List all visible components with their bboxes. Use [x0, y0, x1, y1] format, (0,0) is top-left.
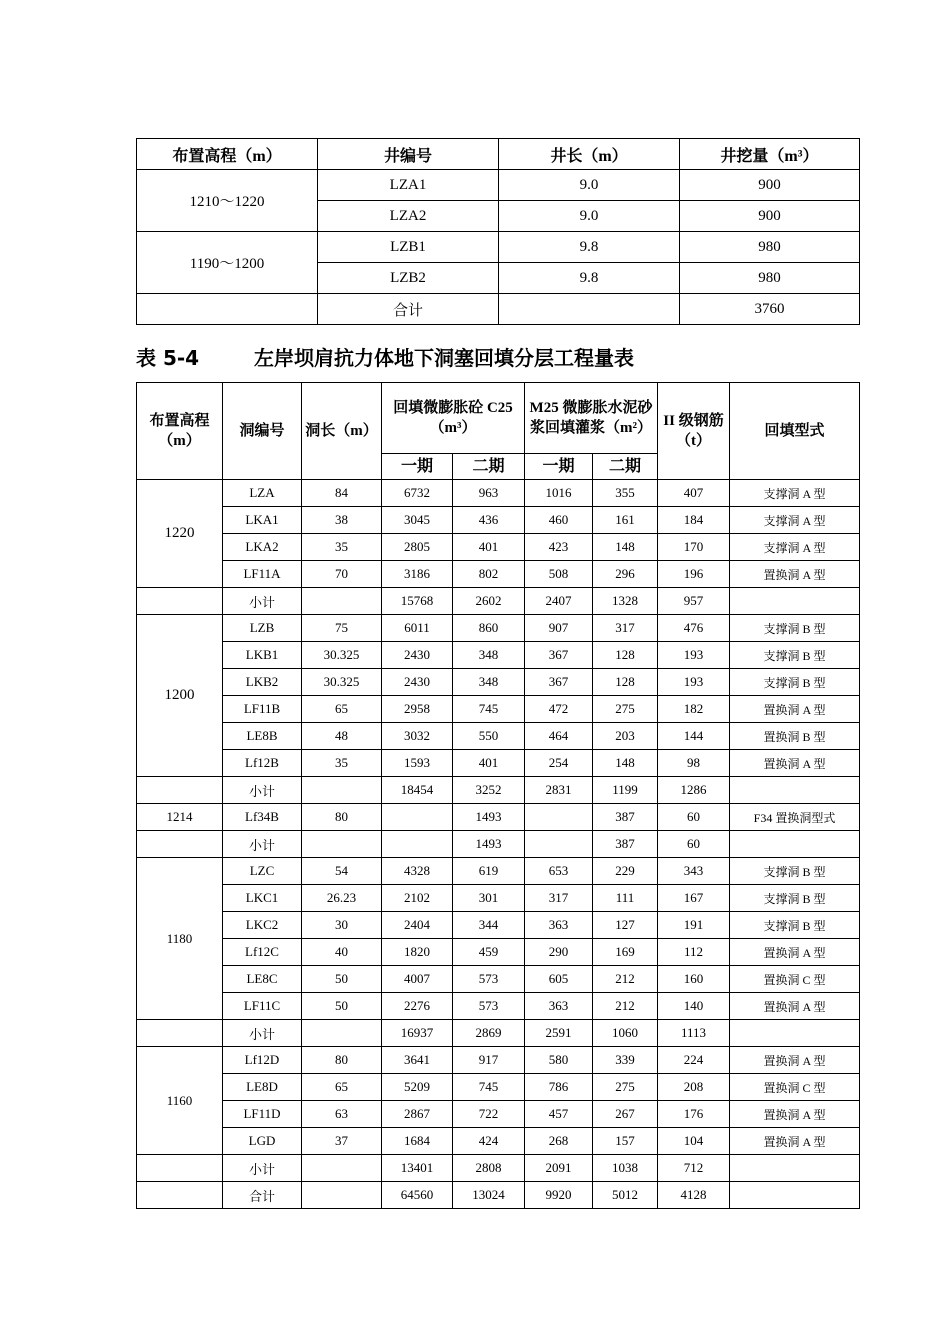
table-row: [137, 534, 860, 561]
backfill-style-cell: 置换洞 C 型: [730, 1074, 860, 1101]
tunnel-code-cell: LKA1: [223, 507, 302, 534]
mortar-phase2-cell: 169: [593, 939, 658, 966]
concrete-phase1-cell: 2805: [382, 534, 453, 561]
steel-cell: 191: [658, 912, 730, 939]
concrete-phase2-cell: 3252: [453, 777, 525, 804]
steel-cell: 60: [658, 804, 730, 831]
shaft-length-cell: 9.8: [499, 263, 680, 294]
shaft-length-cell: 9.0: [499, 170, 680, 201]
backfill-quantity-table: [136, 382, 860, 1209]
mortar-phase1-cell: 2091: [525, 1155, 593, 1182]
tunnel-length-cell: 35: [302, 750, 382, 777]
caption-number: 表 5-4: [136, 346, 200, 370]
header-excavation: 井挖量（m³）: [680, 139, 860, 170]
mortar-phase2-cell: 111: [593, 885, 658, 912]
tunnel-code-cell: Lf12B: [223, 750, 302, 777]
empty-cell: [137, 1182, 223, 1209]
mortar-phase1-cell: 460: [525, 507, 593, 534]
tunnel-length-cell: 30: [302, 912, 382, 939]
excavation-cell: 900: [680, 170, 860, 201]
header-mortar-phase2: 二期: [593, 454, 658, 480]
mortar-phase2-cell: 387: [593, 831, 658, 858]
backfill-style-cell: 置换洞 A 型: [730, 1047, 860, 1074]
subtotal-row: [137, 588, 860, 615]
table-row: [137, 669, 860, 696]
total-label: 合计: [223, 1182, 302, 1209]
subtotal-label: 小计: [223, 1155, 302, 1182]
steel-cell: 167: [658, 885, 730, 912]
concrete-phase1-cell: 2276: [382, 993, 453, 1020]
mortar-phase2-cell: 212: [593, 966, 658, 993]
table-row: [137, 1047, 860, 1074]
concrete-phase2-cell: 13024: [453, 1182, 525, 1209]
subtotal-row: [137, 831, 860, 858]
table-row: [137, 885, 860, 912]
empty-cell: [137, 1155, 223, 1182]
mortar-phase2-cell: 267: [593, 1101, 658, 1128]
backfill-style-cell: 支撑洞 B 型: [730, 615, 860, 642]
backfill-style-cell: [730, 1155, 860, 1182]
concrete-phase1-cell: 13401: [382, 1155, 453, 1182]
mortar-phase1-cell: 786: [525, 1074, 593, 1101]
concrete-phase1-cell: 18454: [382, 777, 453, 804]
mortar-phase1-cell: 9920: [525, 1182, 593, 1209]
total-row: [137, 294, 860, 325]
empty-cell: [137, 777, 223, 804]
subtotal-row: [137, 1020, 860, 1047]
backfill-style-cell: 置换洞 A 型: [730, 696, 860, 723]
tunnel-code-cell: LE8D: [223, 1074, 302, 1101]
mortar-phase2-cell: 387: [593, 804, 658, 831]
concrete-phase1-cell: 15768: [382, 588, 453, 615]
concrete-phase1-cell: 3045: [382, 507, 453, 534]
elevation-cell: 1214: [137, 804, 223, 831]
subtotal-row: [137, 777, 860, 804]
backfill-style-cell: 支撑洞 B 型: [730, 885, 860, 912]
header-shaft-code: 井编号: [318, 139, 499, 170]
header-mortar-phase1: 一期: [525, 454, 593, 480]
concrete-phase1-cell: 2430: [382, 642, 453, 669]
mortar-phase2-cell: 355: [593, 480, 658, 507]
backfill-style-cell: F34 置换洞型式: [730, 804, 860, 831]
mortar-phase1-cell: 254: [525, 750, 593, 777]
backfill-style-cell: 支撑洞 A 型: [730, 507, 860, 534]
concrete-phase1-cell: 2404: [382, 912, 453, 939]
tunnel-length-cell: 80: [302, 1047, 382, 1074]
tunnel-code-cell: LKB1: [223, 642, 302, 669]
tunnel-code-cell: LF11C: [223, 993, 302, 1020]
backfill-style-cell: [730, 777, 860, 804]
header-concrete-phase2: 二期: [453, 454, 525, 480]
backfill-style-cell: 置换洞 C 型: [730, 966, 860, 993]
steel-cell: 112: [658, 939, 730, 966]
backfill-style-cell: 支撑洞 A 型: [730, 480, 860, 507]
concrete-phase2-cell: 573: [453, 966, 525, 993]
tunnel-code-cell: LE8B: [223, 723, 302, 750]
tunnel-length-cell: 30.325: [302, 642, 382, 669]
steel-cell: 193: [658, 642, 730, 669]
mortar-phase1-cell: 1016: [525, 480, 593, 507]
concrete-phase1-cell: 5209: [382, 1074, 453, 1101]
table-row: [137, 966, 860, 993]
subtotal-label: 小计: [223, 831, 302, 858]
mortar-phase1-cell: [525, 804, 593, 831]
steel-cell: 224: [658, 1047, 730, 1074]
mortar-phase2-cell: 128: [593, 642, 658, 669]
elevation-cell: 1210～1220: [137, 170, 318, 232]
concrete-phase1-cell: 3186: [382, 561, 453, 588]
concrete-phase1-cell: 1820: [382, 939, 453, 966]
mortar-phase2-cell: 203: [593, 723, 658, 750]
concrete-phase2-cell: 424: [453, 1128, 525, 1155]
concrete-phase1-cell: 4328: [382, 858, 453, 885]
tunnel-code-cell: LF11B: [223, 696, 302, 723]
table-row: [137, 1074, 860, 1101]
concrete-phase1-cell: 1593: [382, 750, 453, 777]
excavation-cell: 980: [680, 232, 860, 263]
concrete-phase1-cell: [382, 804, 453, 831]
table-row: [137, 507, 860, 534]
header-tunnel-code: 洞编号: [223, 383, 302, 480]
mortar-phase2-cell: 296: [593, 561, 658, 588]
table-header-row: [137, 139, 860, 170]
total-row: [137, 1182, 860, 1209]
backfill-style-cell: 支撑洞 B 型: [730, 858, 860, 885]
concrete-phase2-cell: 860: [453, 615, 525, 642]
mortar-phase2-cell: 275: [593, 1074, 658, 1101]
table-row: [137, 750, 860, 777]
mortar-phase2-cell: 127: [593, 912, 658, 939]
steel-cell: 208: [658, 1074, 730, 1101]
mortar-phase2-cell: 148: [593, 750, 658, 777]
steel-cell: 144: [658, 723, 730, 750]
shaft-code-cell: LZA2: [318, 201, 499, 232]
tunnel-code-cell: LE8C: [223, 966, 302, 993]
table-row: [137, 1101, 860, 1128]
shaft-code-cell: LZB2: [318, 263, 499, 294]
tunnel-length-cell: [302, 1020, 382, 1047]
table-caption: [136, 342, 634, 371]
elevation-cell: 1190～1200: [137, 232, 318, 294]
steel-cell: 170: [658, 534, 730, 561]
backfill-style-cell: 置换洞 A 型: [730, 750, 860, 777]
backfill-style-cell: [730, 1020, 860, 1047]
concrete-phase1-cell: 1684: [382, 1128, 453, 1155]
tunnel-length-cell: [302, 777, 382, 804]
mortar-phase2-cell: 317: [593, 615, 658, 642]
backfill-style-cell: 支撑洞 B 型: [730, 642, 860, 669]
concrete-phase1-cell: [382, 831, 453, 858]
tunnel-length-cell: 65: [302, 1074, 382, 1101]
concrete-phase1-cell: 4007: [382, 966, 453, 993]
tunnel-length-cell: 26.23: [302, 885, 382, 912]
tunnel-length-cell: [302, 1155, 382, 1182]
tunnel-code-cell: LKC2: [223, 912, 302, 939]
tunnel-length-cell: 40: [302, 939, 382, 966]
backfill-style-cell: [730, 1182, 860, 1209]
concrete-phase2-cell: 401: [453, 750, 525, 777]
excavation-cell: 980: [680, 263, 860, 294]
steel-cell: 98: [658, 750, 730, 777]
shaft-code-cell: LZB1: [318, 232, 499, 263]
mortar-phase2-cell: 161: [593, 507, 658, 534]
mortar-phase2-cell: 148: [593, 534, 658, 561]
tunnel-length-cell: 30.325: [302, 669, 382, 696]
concrete-phase2-cell: 401: [453, 534, 525, 561]
tunnel-length-cell: 35: [302, 534, 382, 561]
table-row: [137, 615, 860, 642]
header-elevation: 布置高程（m）: [137, 383, 223, 480]
mortar-phase1-cell: 268: [525, 1128, 593, 1155]
concrete-phase2-cell: 459: [453, 939, 525, 966]
concrete-phase2-cell: 745: [453, 696, 525, 723]
tunnel-code-cell: LZC: [223, 858, 302, 885]
mortar-phase2-cell: 5012: [593, 1182, 658, 1209]
tunnel-length-cell: 75: [302, 615, 382, 642]
steel-cell: 957: [658, 588, 730, 615]
concrete-phase1-cell: 3032: [382, 723, 453, 750]
steel-cell: 196: [658, 561, 730, 588]
concrete-phase1-cell: 3641: [382, 1047, 453, 1074]
concrete-phase2-cell: 436: [453, 507, 525, 534]
backfill-style-cell: [730, 588, 860, 615]
tunnel-code-cell: LZA: [223, 480, 302, 507]
empty-cell: [137, 588, 223, 615]
total-label: 合计: [318, 294, 499, 325]
table-row: [137, 1128, 860, 1155]
mortar-phase1-cell: [525, 831, 593, 858]
concrete-phase2-cell: 1493: [453, 804, 525, 831]
backfill-style-cell: 置换洞 A 型: [730, 939, 860, 966]
concrete-phase1-cell: 6011: [382, 615, 453, 642]
header-concrete-phase1: 一期: [382, 454, 453, 480]
steel-cell: 4128: [658, 1182, 730, 1209]
tunnel-length-cell: 70: [302, 561, 382, 588]
table-row: [137, 858, 860, 885]
steel-cell: 140: [658, 993, 730, 1020]
mortar-phase2-cell: 229: [593, 858, 658, 885]
mortar-phase1-cell: 363: [525, 912, 593, 939]
steel-cell: 182: [658, 696, 730, 723]
table-row: [137, 561, 860, 588]
backfill-style-cell: 置换洞 A 型: [730, 993, 860, 1020]
steel-cell: 1286: [658, 777, 730, 804]
concrete-phase2-cell: 348: [453, 669, 525, 696]
steel-cell: 104: [658, 1128, 730, 1155]
caption-title: 左岸坝肩抗力体地下洞塞回填分层工程量表: [254, 346, 634, 370]
steel-cell: 176: [658, 1101, 730, 1128]
tunnel-length-cell: 37: [302, 1128, 382, 1155]
concrete-phase2-cell: 573: [453, 993, 525, 1020]
total-volume: 3760: [680, 294, 860, 325]
tunnel-code-cell: LGD: [223, 1128, 302, 1155]
mortar-phase2-cell: 157: [593, 1128, 658, 1155]
mortar-phase1-cell: 423: [525, 534, 593, 561]
tunnel-length-cell: 50: [302, 966, 382, 993]
table-row: [137, 804, 860, 831]
tunnel-code-cell: Lf12D: [223, 1047, 302, 1074]
header-mortar: M25 微膨胀水泥砂浆回填灌浆（m²）: [525, 383, 658, 454]
backfill-style-cell: 支撑洞 A 型: [730, 534, 860, 561]
table-row: [137, 939, 860, 966]
tunnel-length-cell: 54: [302, 858, 382, 885]
concrete-phase2-cell: 619: [453, 858, 525, 885]
mortar-phase1-cell: 605: [525, 966, 593, 993]
table-body: [137, 480, 860, 1209]
tunnel-length-cell: [302, 588, 382, 615]
backfill-style-cell: 支撑洞 B 型: [730, 669, 860, 696]
header-tunnel-length: 洞长（m）: [302, 383, 382, 480]
tunnel-code-cell: LF11A: [223, 561, 302, 588]
subtotal-label: 小计: [223, 588, 302, 615]
mortar-phase1-cell: 907: [525, 615, 593, 642]
backfill-style-cell: 置换洞 A 型: [730, 561, 860, 588]
tunnel-length-cell: 80: [302, 804, 382, 831]
concrete-phase1-cell: 2430: [382, 669, 453, 696]
mortar-phase2-cell: 212: [593, 993, 658, 1020]
backfill-style-cell: 置换洞 A 型: [730, 1101, 860, 1128]
subtotal-label: 小计: [223, 1020, 302, 1047]
concrete-phase2-cell: 2869: [453, 1020, 525, 1047]
tunnel-code-cell: LZB: [223, 615, 302, 642]
mortar-phase2-cell: 128: [593, 669, 658, 696]
table-row: [137, 993, 860, 1020]
steel-cell: 193: [658, 669, 730, 696]
mortar-phase1-cell: 457: [525, 1101, 593, 1128]
mortar-phase1-cell: 317: [525, 885, 593, 912]
backfill-style-cell: 置换洞 B 型: [730, 723, 860, 750]
backfill-style-cell: [730, 831, 860, 858]
mortar-phase2-cell: 1328: [593, 588, 658, 615]
steel-cell: 712: [658, 1155, 730, 1182]
mortar-phase1-cell: 508: [525, 561, 593, 588]
elevation-cell: 1160: [137, 1047, 223, 1155]
concrete-phase1-cell: 2102: [382, 885, 453, 912]
concrete-phase2-cell: 344: [453, 912, 525, 939]
excavation-cell: 900: [680, 201, 860, 232]
shaft-length-cell: 9.8: [499, 232, 680, 263]
total-length: [499, 294, 680, 325]
empty-cell: [137, 294, 318, 325]
concrete-phase1-cell: 64560: [382, 1182, 453, 1209]
concrete-phase2-cell: 963: [453, 480, 525, 507]
mortar-phase1-cell: 580: [525, 1047, 593, 1074]
tunnel-length-cell: 65: [302, 696, 382, 723]
mortar-phase1-cell: 363: [525, 993, 593, 1020]
concrete-phase1-cell: 6732: [382, 480, 453, 507]
elevation-cell: 1220: [137, 480, 223, 588]
steel-cell: 343: [658, 858, 730, 885]
shaft-quantity-table: [136, 138, 860, 325]
steel-cell: 407: [658, 480, 730, 507]
mortar-phase2-cell: 339: [593, 1047, 658, 1074]
steel-cell: 184: [658, 507, 730, 534]
table-body: [137, 170, 860, 325]
table-row: [137, 723, 860, 750]
tunnel-length-cell: 38: [302, 507, 382, 534]
tunnel-code-cell: LKB2: [223, 669, 302, 696]
header-elevation: 布置高程（m）: [137, 139, 318, 170]
concrete-phase2-cell: 722: [453, 1101, 525, 1128]
concrete-phase2-cell: 745: [453, 1074, 525, 1101]
mortar-phase1-cell: 367: [525, 642, 593, 669]
mortar-phase2-cell: 1038: [593, 1155, 658, 1182]
tunnel-code-cell: Lf34B: [223, 804, 302, 831]
mortar-phase1-cell: 2407: [525, 588, 593, 615]
table-row: [137, 480, 860, 507]
elevation-cell: 1200: [137, 615, 223, 777]
mortar-phase1-cell: 464: [525, 723, 593, 750]
tunnel-length-cell: 48: [302, 723, 382, 750]
steel-cell: 476: [658, 615, 730, 642]
concrete-phase2-cell: 2602: [453, 588, 525, 615]
tunnel-code-cell: Lf12C: [223, 939, 302, 966]
tunnel-length-cell: [302, 1182, 382, 1209]
mortar-phase1-cell: 2591: [525, 1020, 593, 1047]
concrete-phase2-cell: 301: [453, 885, 525, 912]
shaft-code-cell: LZA1: [318, 170, 499, 201]
concrete-phase2-cell: 550: [453, 723, 525, 750]
tunnel-length-cell: 84: [302, 480, 382, 507]
tunnel-code-cell: LKC1: [223, 885, 302, 912]
header-shaft-length: 井长（m）: [499, 139, 680, 170]
tunnel-length-cell: [302, 831, 382, 858]
table-row: [137, 912, 860, 939]
table-row: [137, 642, 860, 669]
table-row: [137, 170, 860, 201]
mortar-phase1-cell: 472: [525, 696, 593, 723]
concrete-phase2-cell: 1493: [453, 831, 525, 858]
steel-cell: 60: [658, 831, 730, 858]
mortar-phase1-cell: 290: [525, 939, 593, 966]
concrete-phase1-cell: 16937: [382, 1020, 453, 1047]
header-concrete: 回填微膨胀砼 C25 （m³）: [382, 383, 525, 454]
tunnel-code-cell: LKA2: [223, 534, 302, 561]
mortar-phase1-cell: 653: [525, 858, 593, 885]
table-row: [137, 232, 860, 263]
mortar-phase1-cell: 367: [525, 669, 593, 696]
steel-cell: 160: [658, 966, 730, 993]
elevation-cell: 1180: [137, 858, 223, 1020]
concrete-phase2-cell: 802: [453, 561, 525, 588]
empty-cell: [137, 831, 223, 858]
concrete-phase2-cell: 917: [453, 1047, 525, 1074]
mortar-phase1-cell: 2831: [525, 777, 593, 804]
concrete-phase2-cell: 348: [453, 642, 525, 669]
shaft-length-cell: 9.0: [499, 201, 680, 232]
concrete-phase1-cell: 2958: [382, 696, 453, 723]
header-backfill-style: 回填型式: [730, 383, 860, 480]
header-steel: II 级钢筋（t）: [658, 383, 730, 480]
concrete-phase2-cell: 2808: [453, 1155, 525, 1182]
subtotal-row: [137, 1155, 860, 1182]
backfill-style-cell: 支撑洞 B 型: [730, 912, 860, 939]
empty-cell: [137, 1020, 223, 1047]
subtotal-label: 小计: [223, 777, 302, 804]
concrete-phase1-cell: 2867: [382, 1101, 453, 1128]
table-row: [137, 696, 860, 723]
mortar-phase2-cell: 275: [593, 696, 658, 723]
tunnel-length-cell: 63: [302, 1101, 382, 1128]
mortar-phase2-cell: 1060: [593, 1020, 658, 1047]
tunnel-length-cell: 50: [302, 993, 382, 1020]
steel-cell: 1113: [658, 1020, 730, 1047]
backfill-style-cell: 置换洞 A 型: [730, 1128, 860, 1155]
mortar-phase2-cell: 1199: [593, 777, 658, 804]
table-header-row: [137, 383, 860, 454]
tunnel-code-cell: LF11D: [223, 1101, 302, 1128]
